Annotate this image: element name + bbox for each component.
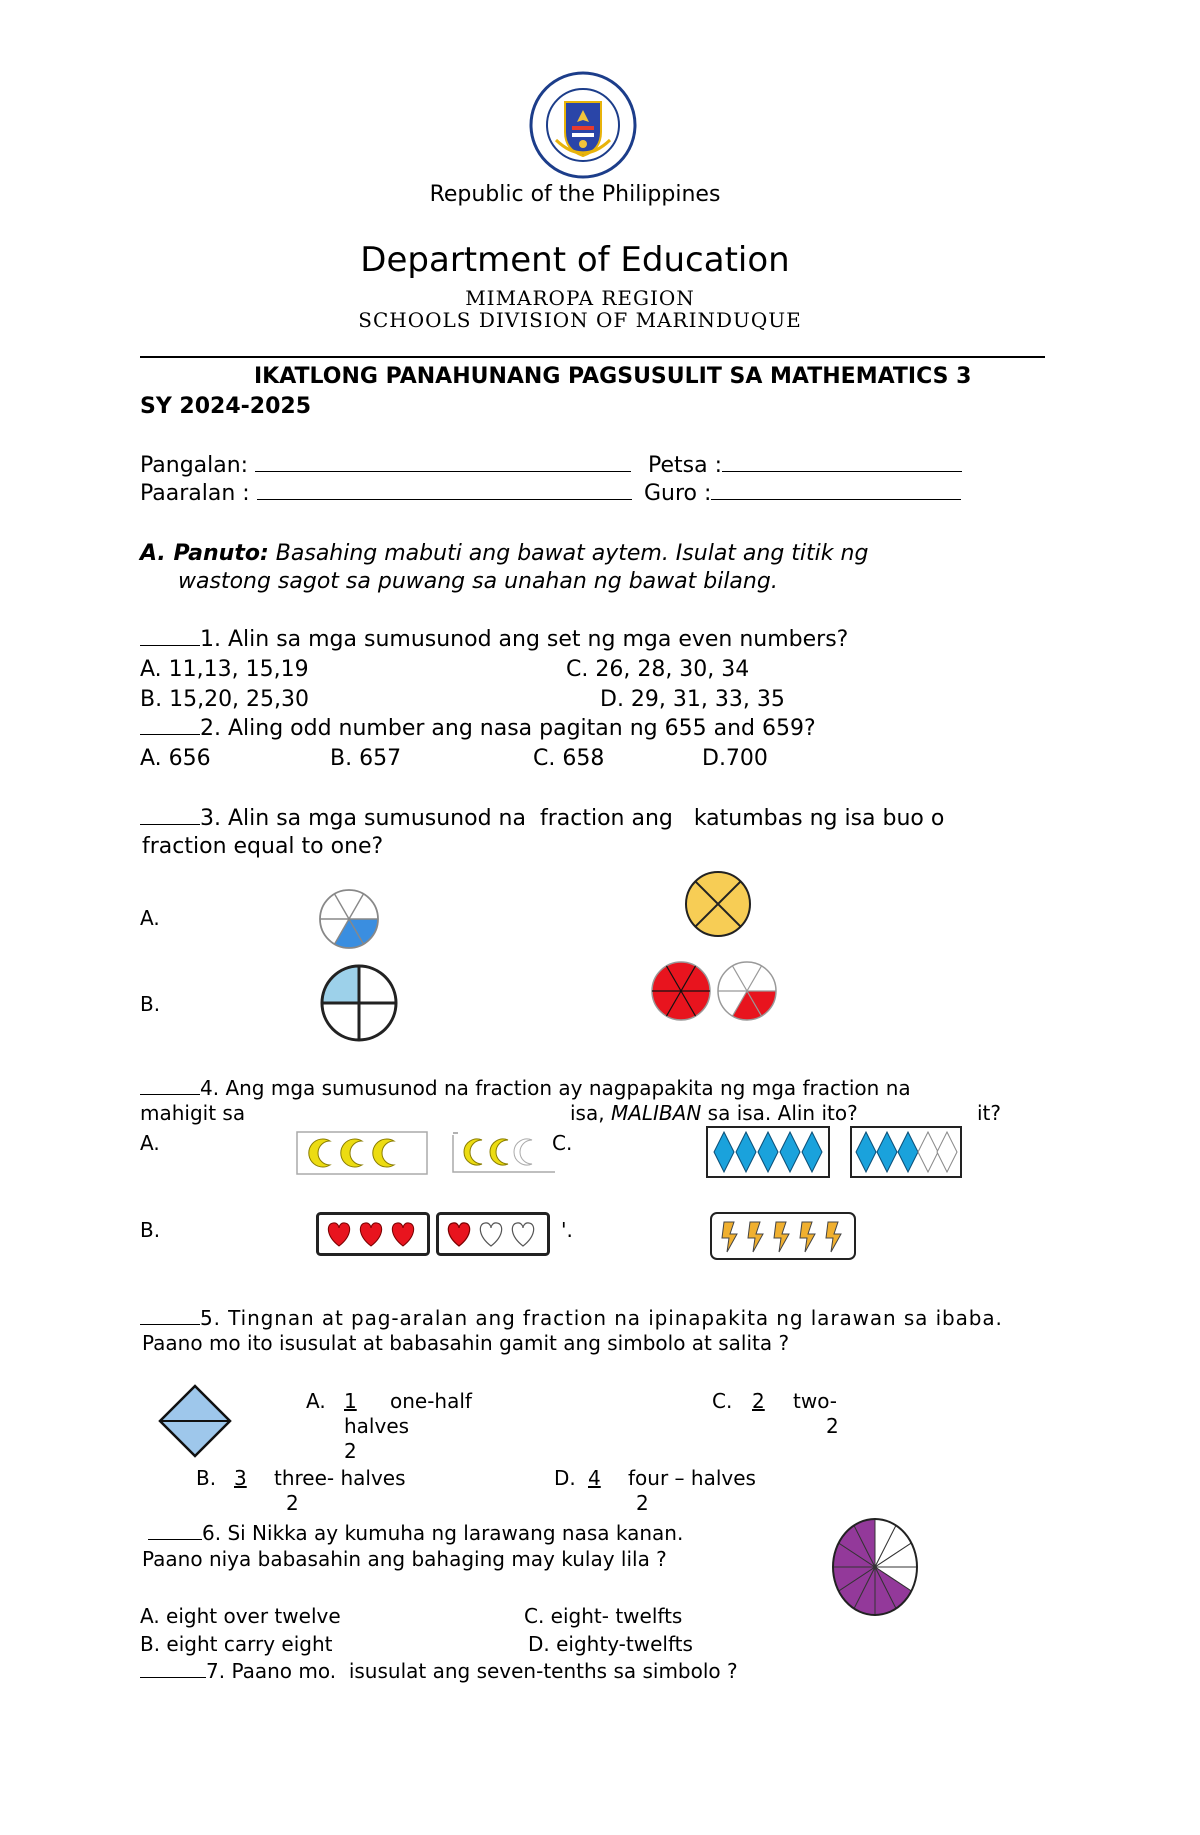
q3-choice-b-label: B. [140,992,161,1016]
q4-d-fragment: '. [561,1218,573,1242]
q2-choice-a: A. 656 [140,746,211,771]
directions-label: A. Panuto: [140,541,269,566]
q4-question-line2b [570,1101,858,1125]
q5-choice-c-label: C. [712,1389,733,1413]
q7-question [140,1659,738,1683]
q2-text: 2. Aling odd number ang nasa pagitan ng 655 and 659? [200,716,816,741]
paaralan-field [140,481,632,506]
deped-seal [528,70,638,180]
q5-choice-c-numerator: 2 [752,1389,765,1413]
q3-answer-blank[interactable] [140,823,200,825]
q4-question-line2e: it? [977,1101,1002,1125]
q4-choice-a-label: A. [140,1131,160,1155]
q2-choice-d: D.700 [702,746,768,771]
q6-choice-c: C. eight- twelfts [524,1604,683,1628]
petsa-field [648,453,962,478]
q4-b-hearts-partial [436,1212,550,1256]
q3-d-red-pie [650,960,712,1022]
q6-choice-d: D. eighty-twelfts [528,1632,693,1656]
q1-choice-d: D. 29, 31, 33, 35 [600,687,785,712]
q1-choice-c: C. 26, 28, 30, 34 [566,657,750,682]
q6-purple-pie[interactable] [830,1516,920,1618]
region-line: MIMAROPA REGION [465,286,695,310]
directions-line2: wastong sagot sa puwang sa unahan ng bawat bilang. [178,569,778,594]
q5-question-line1 [140,1306,1003,1330]
q4-d-bolts [710,1212,856,1260]
republic-line: Republic of the Philippines [429,182,721,207]
q4-c-fragment: C. [552,1131,573,1155]
q4-text1: 4. Ang mga sumusunod na fraction ay nagpapakita ng mga fraction na [200,1076,911,1100]
q5-rhombus [158,1384,232,1458]
q6-choice-b: B. eight carry eight [140,1632,333,1656]
q5-text1: 5. Tingnan at pag-aralan ang fraction na ipinapakita ng larawan sa ibaba. [200,1306,1003,1330]
q4-choice-b-label: B. [140,1218,161,1242]
paaralan-label: Paaralan : [140,481,250,506]
q4-question-line2a: mahigit sa [140,1101,246,1125]
q6-choice-a: A. eight over twelve [140,1604,341,1628]
guro-label: Guro : [644,481,712,506]
q2-question [140,716,816,741]
q3-question-line2: fraction equal to one? [142,834,384,859]
exam-title: IKATLONG PANAHUNANG PAGSUSULIT SA MATHEMATICS 3 [254,364,972,389]
q4-answer-blank[interactable] [140,1093,200,1095]
q1-question [140,627,848,652]
q3-question-line1 [140,806,944,831]
q6-question-line1 [148,1521,683,1545]
q3-c-circle [684,870,752,938]
q5-choice-d-denominator: 2 [636,1491,649,1515]
q5-choice-a-word2: halves [344,1414,410,1438]
q5-choice-d-numerator: 4 [588,1466,601,1490]
q5-choice-d-label: D. [554,1466,576,1490]
petsa-blank[interactable] [722,470,962,472]
q4-maliban: MALIBAN [610,1101,702,1125]
q5-choice-a-numerator: 1 [344,1389,357,1413]
q4-a-moons-full [296,1131,428,1175]
q3-text1: 3. Alin sa mga sumusunod na fraction ang katumbas ng isa buo o [200,806,945,831]
q5-answer-blank[interactable] [140,1323,200,1325]
q5-question-line2: Paano mo ito isusulat at babasahin gamit ang simbolo at salita ? [142,1331,790,1355]
q3-choice-a-label: A. [140,906,160,930]
q3-b-circle [320,964,398,1042]
q5-choice-a-label: A. [306,1389,326,1413]
pangalan-blank[interactable] [255,470,631,472]
q6-text1: 6. Si Nikka ay kumuha ng larawang nasa kanan. [202,1521,684,1545]
q5-choice-a-denominator: 2 [344,1439,357,1463]
paaralan-blank[interactable] [257,498,632,500]
guro-field [644,481,961,506]
q2-answer-blank[interactable] [140,733,200,735]
q6-answer-blank[interactable] [148,1538,202,1540]
q1-answer-blank[interactable] [140,644,200,646]
q1-choice-b: B. 15,20, 25,30 [140,687,310,712]
q5-choice-c-word: two- [793,1389,838,1413]
directions-line1 [140,541,868,566]
q6-question-line2: Paano niya babasahin ang bahaging may kulay lila ? [142,1547,667,1571]
q3-a-pie [318,888,380,950]
header-rule [140,356,1045,358]
q4-b-hearts-full [316,1212,430,1256]
q5-choice-c-denominator: 2 [826,1414,839,1438]
division-line: SCHOOLS DIVISION OF MARINDUQUE [358,308,802,332]
school-year: SY 2024-2025 [140,394,312,419]
q2-choice-b: B. 657 [330,746,402,771]
directions-text1: Basahing mabuti ang bawat aytem. Isulat ang titik ng [275,541,869,566]
pangalan-field [140,453,631,478]
q4-c-diamonds-partial [850,1126,962,1178]
guro-blank[interactable] [711,498,961,500]
q4-text2d: sa isa. Alin ito? [701,1101,858,1125]
department-line: Department of Education [360,240,790,280]
q2-choice-c: C. 658 [533,746,605,771]
q1-text: 1. Alin sa mga sumusunod ang set ng mga even numbers? [200,627,849,652]
q4-text2b: isa, [570,1101,611,1125]
q5-choice-b-word: three- halves [274,1466,406,1490]
q7-answer-blank[interactable] [140,1676,206,1678]
q4-c-diamonds-full [706,1126,830,1178]
q5-choice-b-denominator: 2 [286,1491,299,1515]
q7-text: 7. Paano mo. isusulat ang seven-tenths sa simbolo ? [206,1659,738,1683]
petsa-label: Petsa : [648,453,722,478]
pangalan-label: Pangalan: [140,453,249,478]
q3-d-partial-pie [716,960,778,1022]
q5-choice-b-label: B. [196,1466,217,1490]
q5-choice-a-word1: one-half [390,1389,472,1413]
q1-choice-a: A. 11,13, 15,19 [140,657,309,682]
q5-choice-b-numerator: 3 [234,1466,247,1490]
q4-question-line1 [140,1076,911,1100]
q5-choice-d-word: four – halves [628,1466,756,1490]
q4-a-moons-partial [452,1131,556,1173]
